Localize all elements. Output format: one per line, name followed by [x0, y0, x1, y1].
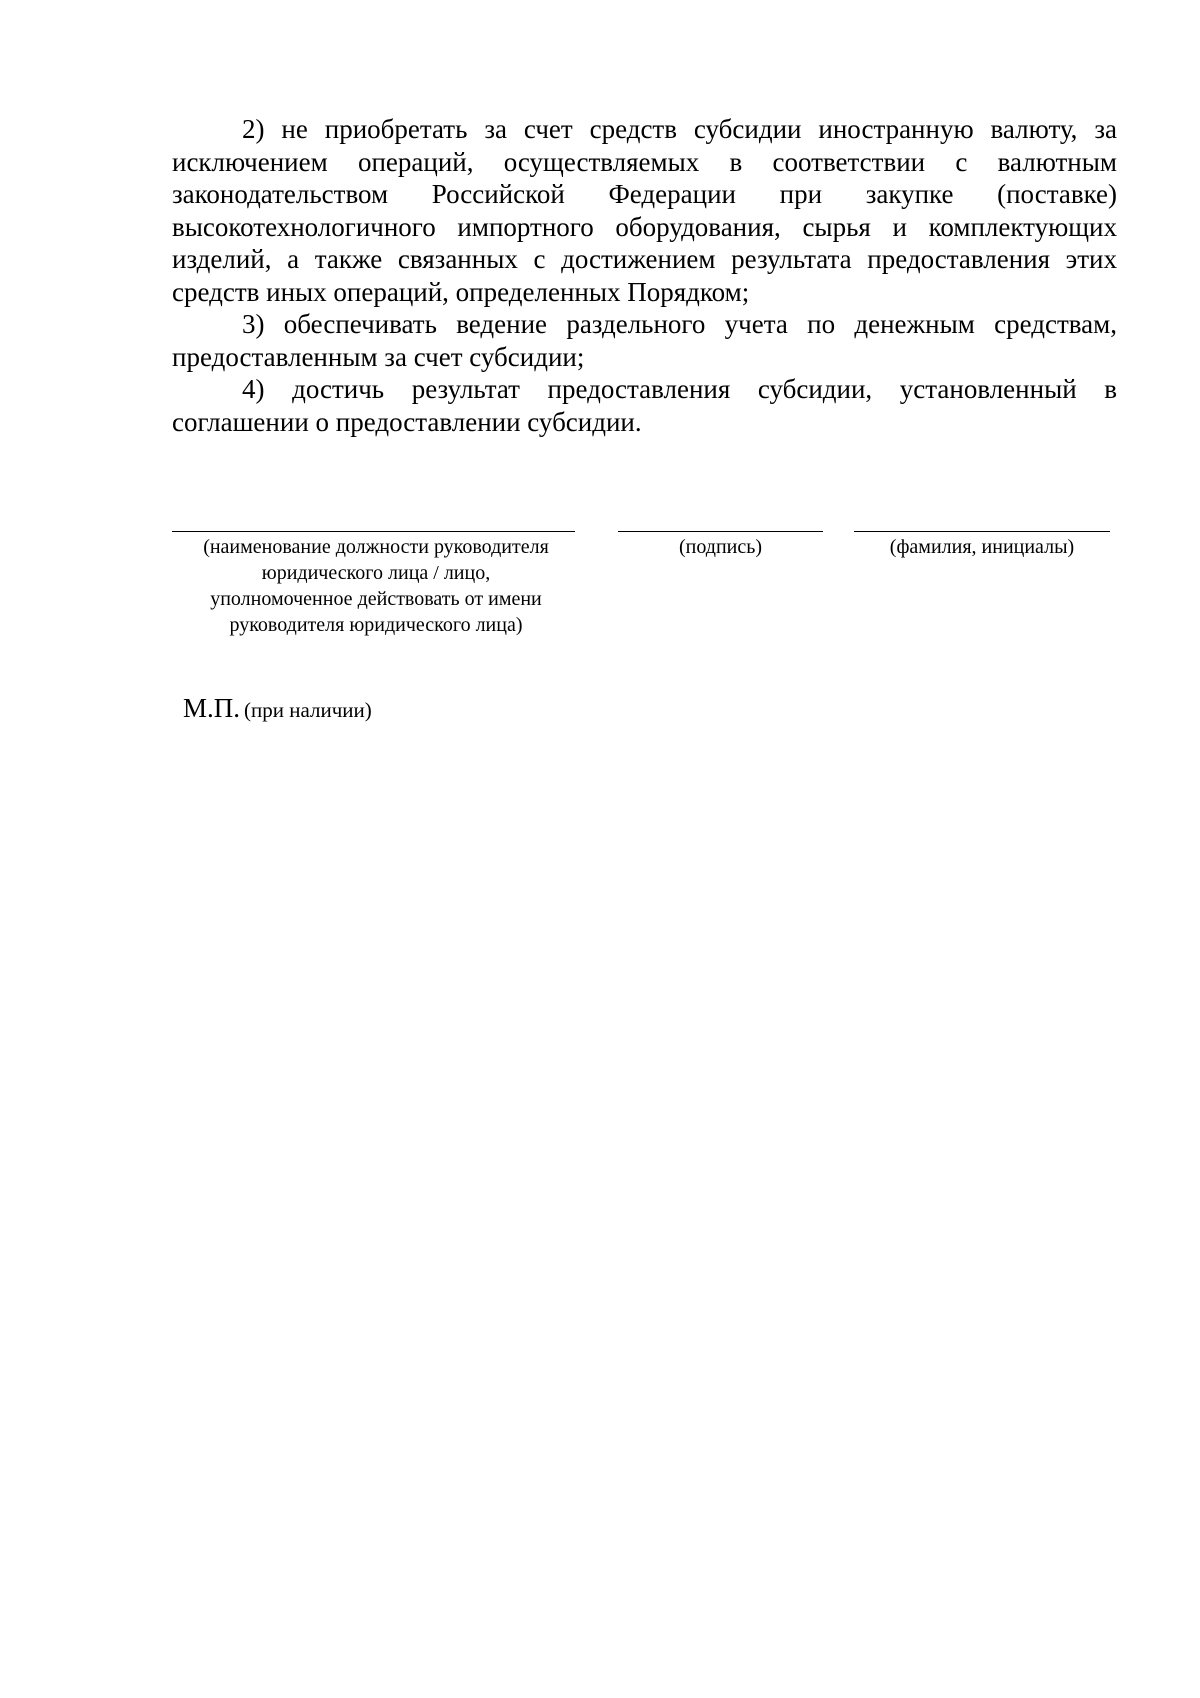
stamp-placeholder: [183, 693, 372, 724]
obligations-text: [172, 113, 1117, 438]
paragraph-item-3: 3) обеспечивать ведение раздельного учета по денежным средствам, предоставленным за счет субсидии;: [172, 309, 1117, 372]
stamp-note: (при наличии): [244, 698, 372, 722]
stamp-label: М.П.: [183, 693, 241, 723]
name-caption: (фамилия, инициалы): [889, 536, 1075, 558]
position-line: [172, 531, 575, 532]
position-caption: (наименование должности руководителя юридического лица / лицо, уполномоченное действовать от имени руководителя юридического лица): [203, 536, 549, 636]
signature-caption: (подпись): [678, 536, 763, 558]
signature-line: [618, 531, 823, 532]
name-line: [854, 531, 1110, 532]
paragraph-item-2: 2) не приобретать за счет средств субсидии иностранную валюту, за исключением операций, осуществляемых в соответствии с валютным законодательством Российской Федерации при закупке (поставке) высокотехнологичного импортного оборудования, сырья и комплектующих изделий, а также связанных с достижением результата предоставления этих средств иных операций, определенных Порядком;: [172, 114, 1117, 307]
paragraph-item-4: 4) достичь результат предоставления субсидии, установленный в соглашении о предоставлении субсидии.: [172, 374, 1117, 437]
